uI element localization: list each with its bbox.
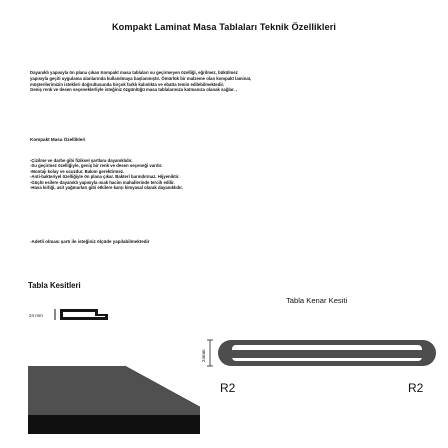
intro-line: Geniş renk ve desen seçeneklerliyle isteğiniz özgünlüğü masa tablalarınıza katmanıza olanak sağlar. , (30, 87, 238, 93)
intro-paragraph (30, 70, 430, 93)
intro-line: Dayanıklı yapısıyla ön plana çıkan Kompakt masa tablaları su geçirmeyen özelliği, eğrilmez, bükülmez (30, 70, 238, 75)
cuts-illustration (0, 300, 200, 448)
edge-dim-label: 24mm (201, 349, 206, 362)
document-title: Kompakt Laminat Masa Tablaları Teknik Özellikleri (111, 22, 337, 32)
feature-item: -Hava kirliği, asit yağmurları gibi etkilere karşı kimyasal olarak dayanıklıdır. (30, 185, 183, 191)
edge-heading: Tabla Kenar Kesiti (286, 296, 348, 305)
feature-item: -Su geçirmez özelliğiyle, geniş bir renk ve desen seçeneği vardır. (30, 163, 163, 169)
feature-item: -Güçlü esilere dayanıklı yapısıyla ısıak hacim mahallerinde tercih edilir. (30, 179, 175, 185)
panel-top-face (28, 366, 200, 415)
panel-side-edge (28, 415, 200, 434)
features-heading: Kompakt Masa Özellikleri (30, 137, 86, 142)
intro-line: yapısıyla geçiti uygulama alanlarında kullanılmaya başlanmıştır. Ömürlük bir malzeme olan kompakt laminat, (30, 75, 252, 81)
feature-item: -Montajı kolay ve ucuzdur. Bakım gerektirmez. (30, 168, 125, 174)
radius-label-right: R2 (408, 381, 424, 395)
cuts-heading: Tabla Kesitleri (28, 281, 81, 290)
feature-item: -Çizilme ve darbe gibi fiziksel şartlara dayanıklıdır. (30, 158, 133, 163)
cuts-dim-label: 24 mm (29, 313, 43, 318)
edge-section-illustration (196, 310, 448, 448)
radius-label-left: R2 (220, 381, 236, 395)
intro-line: müşterilerimizin istekleri doğrultusunda birçok farklı kalınlıkta ve ebatta temin edilebilmektedir. (30, 81, 225, 87)
custom-size-note: -Adetli olması şartı ile isteğiniz ölçüde yapılabilmektedir (30, 239, 150, 244)
features-list (30, 158, 183, 190)
feature-item: -Anti-bakteriyel özelliğiyle ön plana çıkar. Bakteri barındırmaz. Hijyeniktir. (30, 174, 180, 180)
